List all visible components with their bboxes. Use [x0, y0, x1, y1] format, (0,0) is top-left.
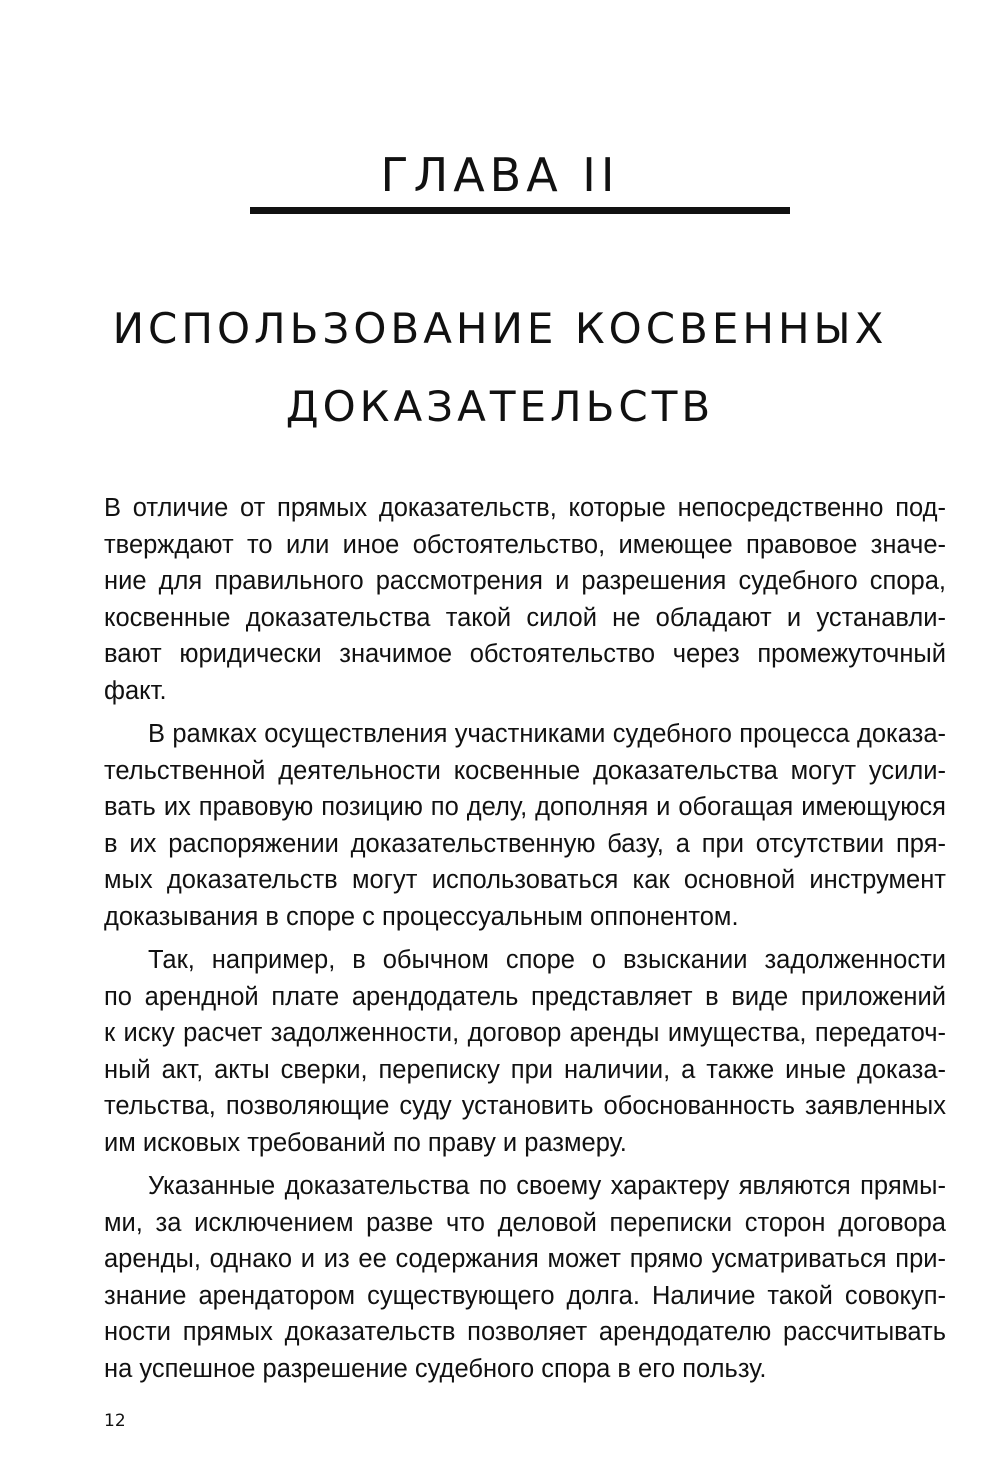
text-line: к иску расчет задолженности, договор аренды имущества, передаточ-	[104, 1019, 946, 1047]
text-line: по арендной плате арендодатель представляет в виде приложений	[104, 982, 946, 1011]
text-line: ние для правильного рассмотрения и разрешения судебного спора,	[104, 567, 946, 595]
text-line: ный акт, акты сверки, переписку при наличии, а также иные доказа-	[104, 1055, 946, 1084]
paragraph	[104, 1168, 946, 1387]
text-line: тельственной деятельности косвенные доказательства могут усили-	[104, 756, 946, 785]
text-line: ми, за исключением разве что деловой переписки сторон договора	[104, 1208, 946, 1237]
text-line: ности прямых доказательств позволяет арендодателю рассчитывать	[104, 1318, 946, 1346]
text-line: В рамках осуществления участниками судебного процесса доказа-	[148, 720, 946, 748]
text-line: В отличие от прямых доказательств, которые непосредственно под-	[104, 494, 946, 522]
chapter-label: ГЛАВА II	[380, 148, 620, 202]
text-line: им исковых требований по праву и размеру.	[104, 1128, 627, 1157]
chapter-title-line: ИСПОЛЬЗОВАНИЕ КОСВЕННЫХ	[112, 304, 888, 353]
paragraph	[104, 716, 946, 935]
text-line: тельства, позволяющие суду установить обоснованность заявленных	[104, 1092, 946, 1120]
page-number: 12	[104, 1411, 126, 1431]
text-line: в их распоряжении доказательственную базу, а при отсутствии пря-	[104, 829, 946, 858]
text-line: доказывания в споре с процессуальным оппонентом.	[104, 902, 739, 931]
paragraph	[104, 942, 946, 1161]
text-line: тверждают то или иное обстоятельство, имеющее правовое значе-	[104, 530, 946, 559]
text-line: вать их правовую позицию по делу, дополняя и обогащая имеющуюся	[104, 793, 946, 821]
text-line: Так, например, в обычном споре о взыскании задолженности	[148, 946, 946, 974]
text-line: аренды, однако и из ее содержания может прямо усматриваться при-	[104, 1245, 946, 1273]
text-line: факт.	[104, 676, 167, 705]
paragraph	[104, 490, 946, 709]
text-line: мых доказательств могут использоваться как основной инструмент	[104, 866, 946, 894]
text-line: знание арендатором существующего долга. Наличие такой совокуп-	[104, 1281, 946, 1310]
text-line: косвенные доказательства такой силой не обладают и устанавли-	[104, 603, 946, 632]
chapter-title-line: ДОКАЗАТЕЛЬСТВ	[285, 382, 715, 431]
chapter-title	[100, 290, 900, 446]
body-text	[104, 490, 946, 1394]
chapter-divider	[250, 207, 790, 214]
text-line: вают юридически значимое обстоятельство через промежуточный	[104, 640, 946, 668]
text-line: Указанные доказательства по своему характеру являются прямы-	[148, 1172, 946, 1200]
text-line: на успешное разрешение судебного спора в его пользу.	[104, 1354, 767, 1383]
